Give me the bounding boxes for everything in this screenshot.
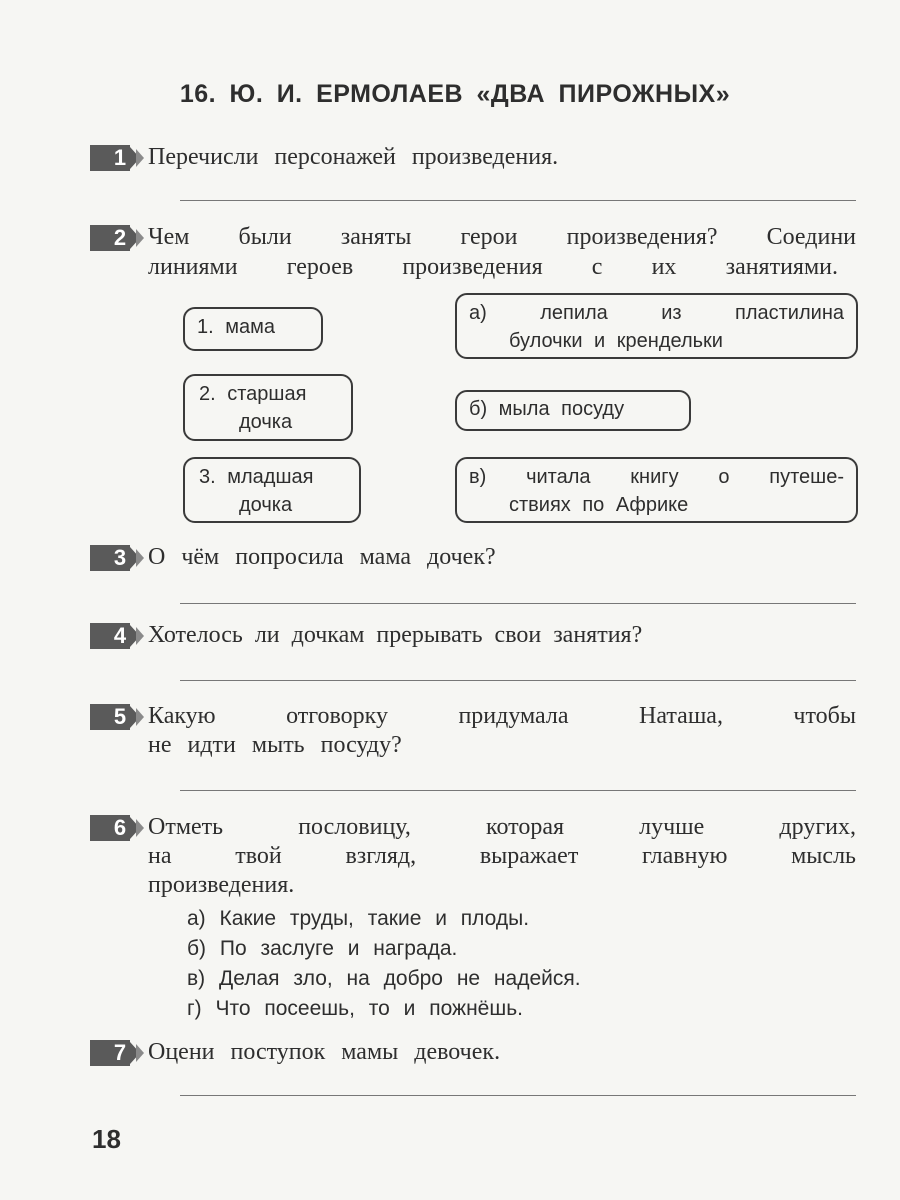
proverb-option-a[interactable]: а) Какие труды, такие и плоды.	[187, 907, 530, 930]
question-6-line-1: Отметь пословицу, которая лучше других,	[148, 814, 856, 840]
question-7-badge: 7	[90, 1040, 146, 1066]
question-4-badge: 4	[90, 623, 146, 649]
proverb-option-b[interactable]: б) По заслуге и награда.	[187, 937, 458, 960]
answer-line-4[interactable]	[180, 680, 856, 681]
activity-box-a[interactable]	[455, 293, 858, 359]
answer-line-7[interactable]	[180, 1095, 856, 1096]
question-2-line-1: Чем были заняты герои произведения? Соедини	[148, 224, 856, 250]
question-2-badge: 2	[90, 225, 146, 251]
activity-label: булочки и крендельки	[509, 330, 723, 352]
question-6-line-2: на твой взгляд, выражает главную мысль	[148, 843, 856, 869]
hero-label: дочка	[239, 494, 293, 516]
question-3-text: О чём попросила мама дочек?	[148, 544, 496, 570]
page-number: 18	[92, 1124, 121, 1154]
question-2-line-2: линиями героев произведения с их занятиями.	[148, 254, 838, 280]
activity-label: ствиях по Африке	[509, 494, 689, 516]
hero-box-older-daughter[interactable]	[183, 374, 353, 441]
question-4-text: Хотелось ли дочкам прерывать свои занятия?	[148, 622, 643, 648]
activity-label: в) читала книгу о путеше-	[469, 466, 844, 488]
question-1-badge: 1	[90, 145, 146, 171]
answer-line-5[interactable]	[180, 790, 856, 791]
hero-label: 3. младшая	[199, 466, 314, 488]
hero-box-younger-daughter[interactable]	[183, 457, 361, 523]
question-5-badge: 5	[90, 704, 146, 730]
question-5-line-1: Какую отговорку придумала Наташа, чтобы	[148, 703, 856, 729]
activity-label: б) мыла посуду	[469, 398, 625, 420]
question-5-line-2: не идти мыть посуду?	[148, 732, 402, 758]
page-title: 16. Ю. И. ЕРМОЛАЕВ «ДВА ПИРОЖНЫХ»	[179, 80, 731, 108]
hero-box-mama[interactable]	[183, 307, 323, 351]
question-6-badge: 6	[90, 815, 146, 841]
hero-label: 1. мама	[197, 316, 275, 338]
activity-label: а) лепила из пластилина	[469, 302, 844, 324]
activity-box-v[interactable]	[455, 457, 858, 523]
question-7-text: Оцени поступок мамы девочек.	[148, 1039, 501, 1065]
question-1-text: Перечисли персонажей произведения.	[148, 144, 559, 170]
answer-line-1[interactable]	[180, 200, 856, 201]
hero-label: 2. старшая	[199, 383, 307, 405]
proverb-option-v[interactable]: в) Делая зло, на добро не надейся.	[187, 967, 581, 990]
question-6-line-3: произведения.	[148, 872, 295, 898]
question-3-badge: 3	[90, 545, 146, 571]
hero-label: дочка	[239, 411, 293, 433]
answer-line-3[interactable]	[180, 603, 856, 604]
proverb-option-g[interactable]: г) Что посеешь, то и пожнёшь.	[187, 997, 523, 1020]
activity-box-b[interactable]	[455, 390, 691, 431]
